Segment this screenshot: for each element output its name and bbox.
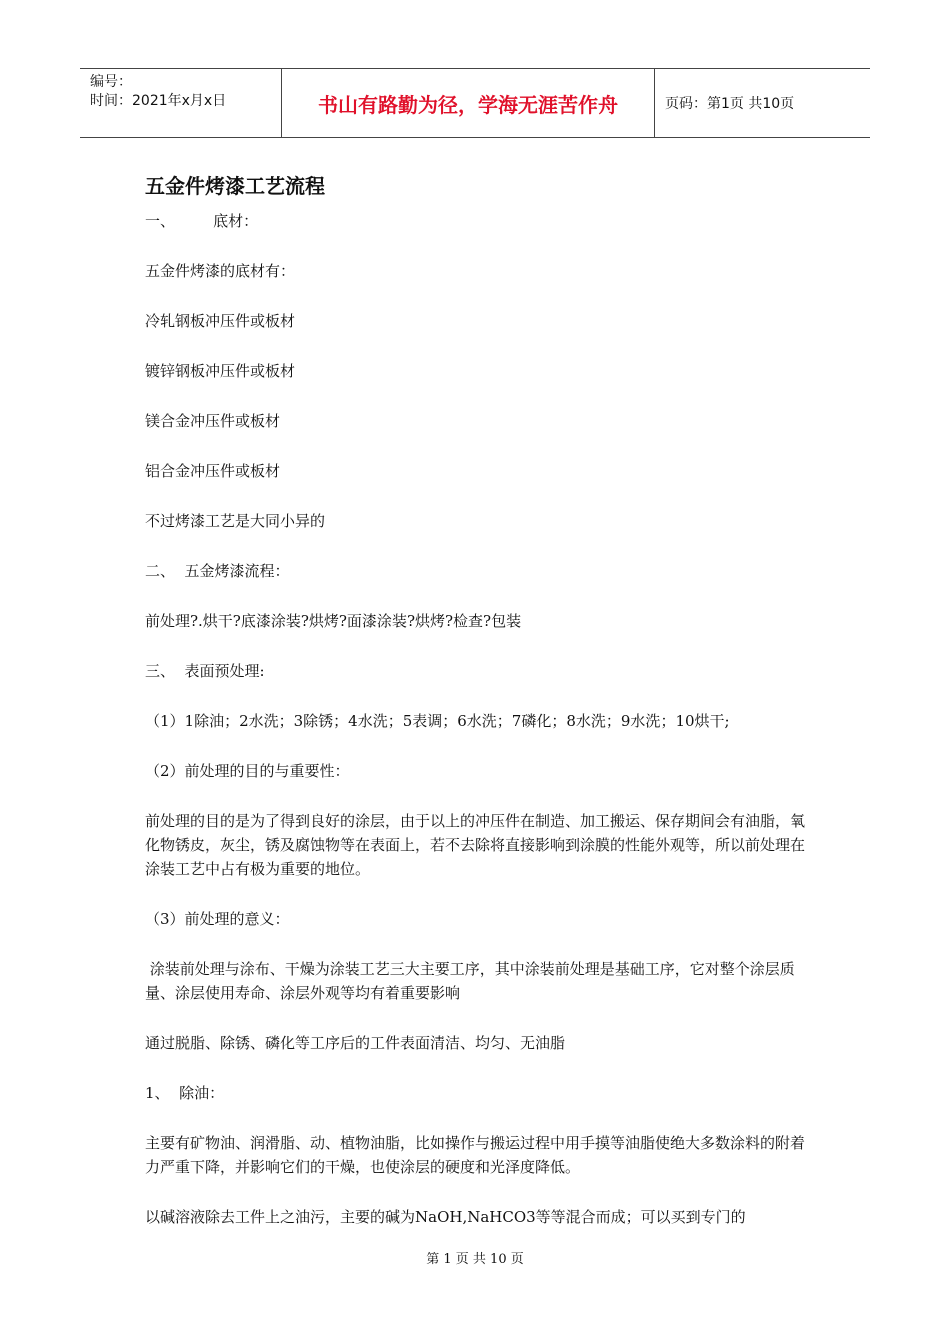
page-footer: 第 1 页 共 10 页 [426, 1252, 524, 1267]
paragraph: 冷轧钢板冲压件或板材 [145, 312, 296, 330]
document-body [145, 170, 813, 1229]
paragraph: （3）前处理的意义： [145, 910, 290, 928]
paragraph: 一、 底材： [145, 212, 259, 230]
paragraph: 1、 除油： [145, 1084, 225, 1102]
paragraph: 主要有矿物油、润滑脂、动、植物油脂，比如操作与搬运过程中用手摸等油脂使绝大多数涂料的附着力严重下降，并影响它们的干燥，也使涂层的硬度和光泽度降低。 [145, 1134, 806, 1176]
paragraph: 二、 五金烤漆流程： [145, 562, 290, 580]
paragraph: 五金件烤漆的底材有： [145, 262, 296, 280]
paragraph: 不过烤漆工艺是大同小异的 [145, 512, 326, 530]
paragraph: 通过脱脂、除锈、磷化等工序后的工件表面清洁、均匀、无油脂 [145, 1034, 566, 1052]
paragraph: 以碱溶液除去工件上之油污，主要的碱为NaOH,NaHCO3等等混合而成；可以买到专门的 [145, 1208, 746, 1226]
paragraph: （2）前处理的目的与重要性： [145, 762, 350, 780]
header-page-info: 页码：第1页 共10页 [665, 96, 795, 112]
paragraph: （1）1除油；2水洗；3除锈；4水洗；5表调；6水洗；7磷化；8水洗；9水洗；10烘干; [145, 712, 730, 730]
header-motto: 书山有路勤为径，学海无涯苦作舟 [282, 69, 655, 137]
paragraph: 前处理?.烘干?底漆涂装?烘烤?面漆涂装?烘烤?检查?包装 [145, 612, 522, 630]
time-label: 时间：2021年x月x日 [90, 93, 227, 109]
paragraph: 三、 表面预处理: [145, 662, 265, 680]
page-header [80, 68, 870, 138]
paragraph: 前处理的目的是为了得到良好的涂层，由于以上的冲压件在制造、加工搬运、保存期间会有油脂，氧化物锈皮，灰尘，锈及腐蚀物等在表面上，若不去除将直接影响到涂膜的性能外观等，所以前处理在涂装工艺中占有极为重要的地位。 [145, 812, 806, 878]
paragraph: 涂装前处理与涂布、干燥为涂装工艺三大主要工序，其中涂装前处理是基础工序，它对整个涂层质量、涂层使用寿命、涂层外观等均有着重要影响 [145, 960, 795, 1002]
number-label: 编号： [90, 74, 132, 90]
paragraph: 镀锌钢板冲压件或板材 [145, 362, 296, 380]
header-info [80, 69, 282, 137]
paragraph: 镁合金冲压件或板材 [145, 412, 281, 430]
document-title: 五金件烤漆工艺流程 [145, 174, 325, 198]
paragraph: 铝合金冲压件或板材 [145, 462, 281, 480]
